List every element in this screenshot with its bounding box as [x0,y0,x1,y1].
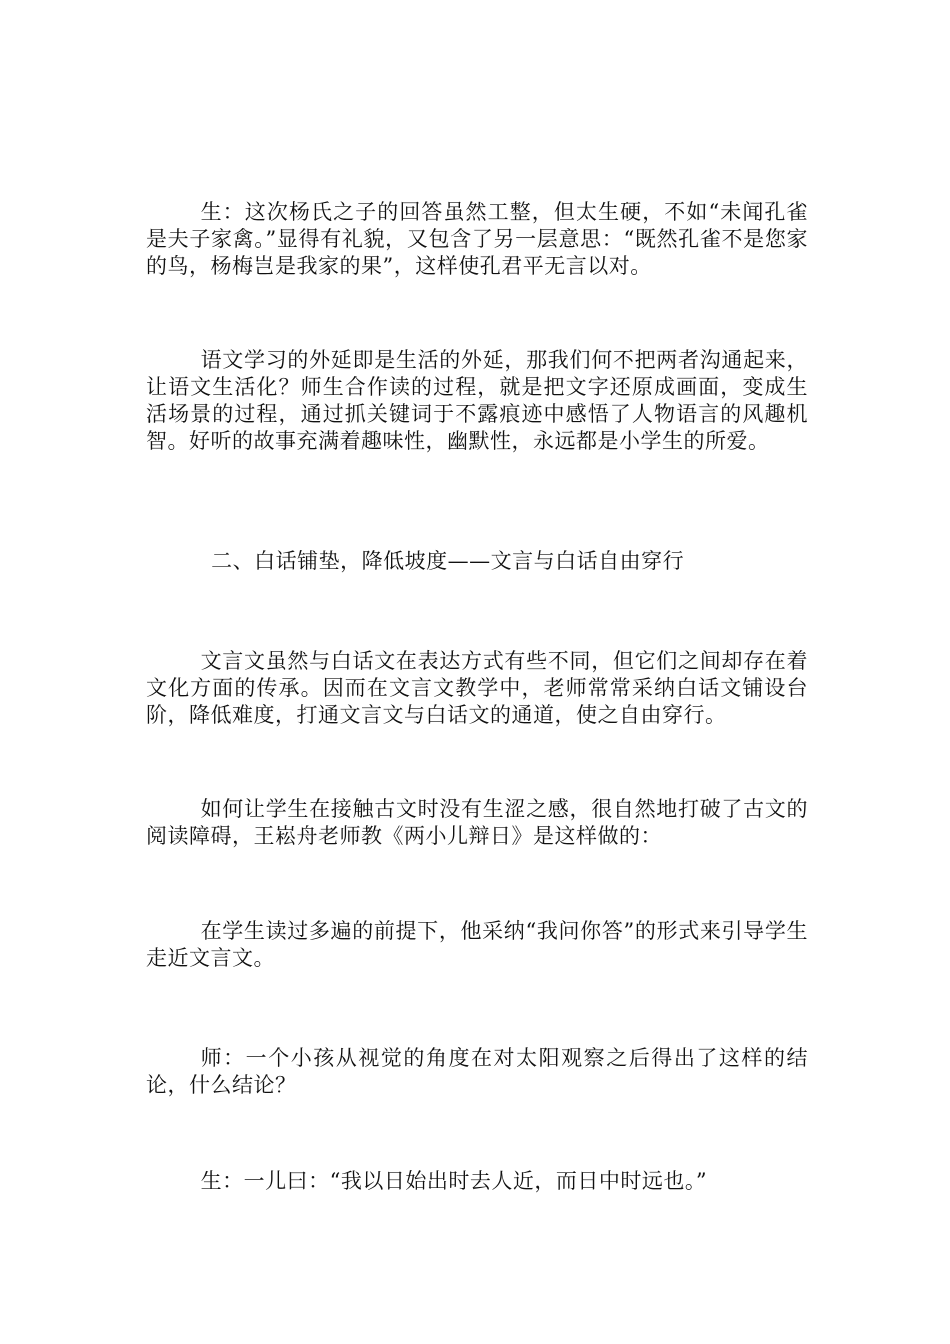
paragraph-student-reply: 生：一儿曰：“我以日始出时去人近，而日中时远也。” [200,1169,708,1193]
paragraph-question-answer: 在学生读过多遍的前提下，他采纳“我问你答”的形式来引导学生走近文言文。 [146,919,808,970]
paragraph-language-life: 语文学习的外延即是生活的外延，那我们何不把两者沟通起来，让语文生活化？师生合作读的过程，就是把文字还原成画面，变成生活场景的过程，通过抓关键词于不露痕迹中感悟了人物语言的风趣机智。好听的故事充满着趣味性，幽默性，永远都是小学生的所爱。 [146,348,808,453]
paragraph-classical-vernacular: 文言文虽然与白话文在表达方式有些不同，但它们之间却存在着文化方面的传承。因而在文言文教学中，老师常常采纳白话文铺设台阶，降低难度，打通文言文与白话文的通道，使之自由穿行。 [146,649,808,727]
section-heading: 二、白话铺垫，降低坡度——文言与白话自由穿行 [211,549,685,573]
paragraph-teaching-example: 如何让学生在接触古文时没有生涩之感，很自然地打破了古文的阅读障碍，王崧舟老师教《两小儿辩日》是这样做的： [146,797,808,848]
paragraph-student-answer: 生：这次杨氏之子的回答虽然工整，但太生硬，不如“未闻孔雀是夫子家禽。”显得有礼貌，又包含了另一层意思：“既然孔雀不是您家的鸟，杨梅岂是我家的果”，这样使孔君平无言以对。 [146,200,808,278]
paragraph-teacher-question: 师：一个小孩从视觉的角度在对太阳观察之后得出了这样的结论，什么结论？ [146,1046,808,1097]
